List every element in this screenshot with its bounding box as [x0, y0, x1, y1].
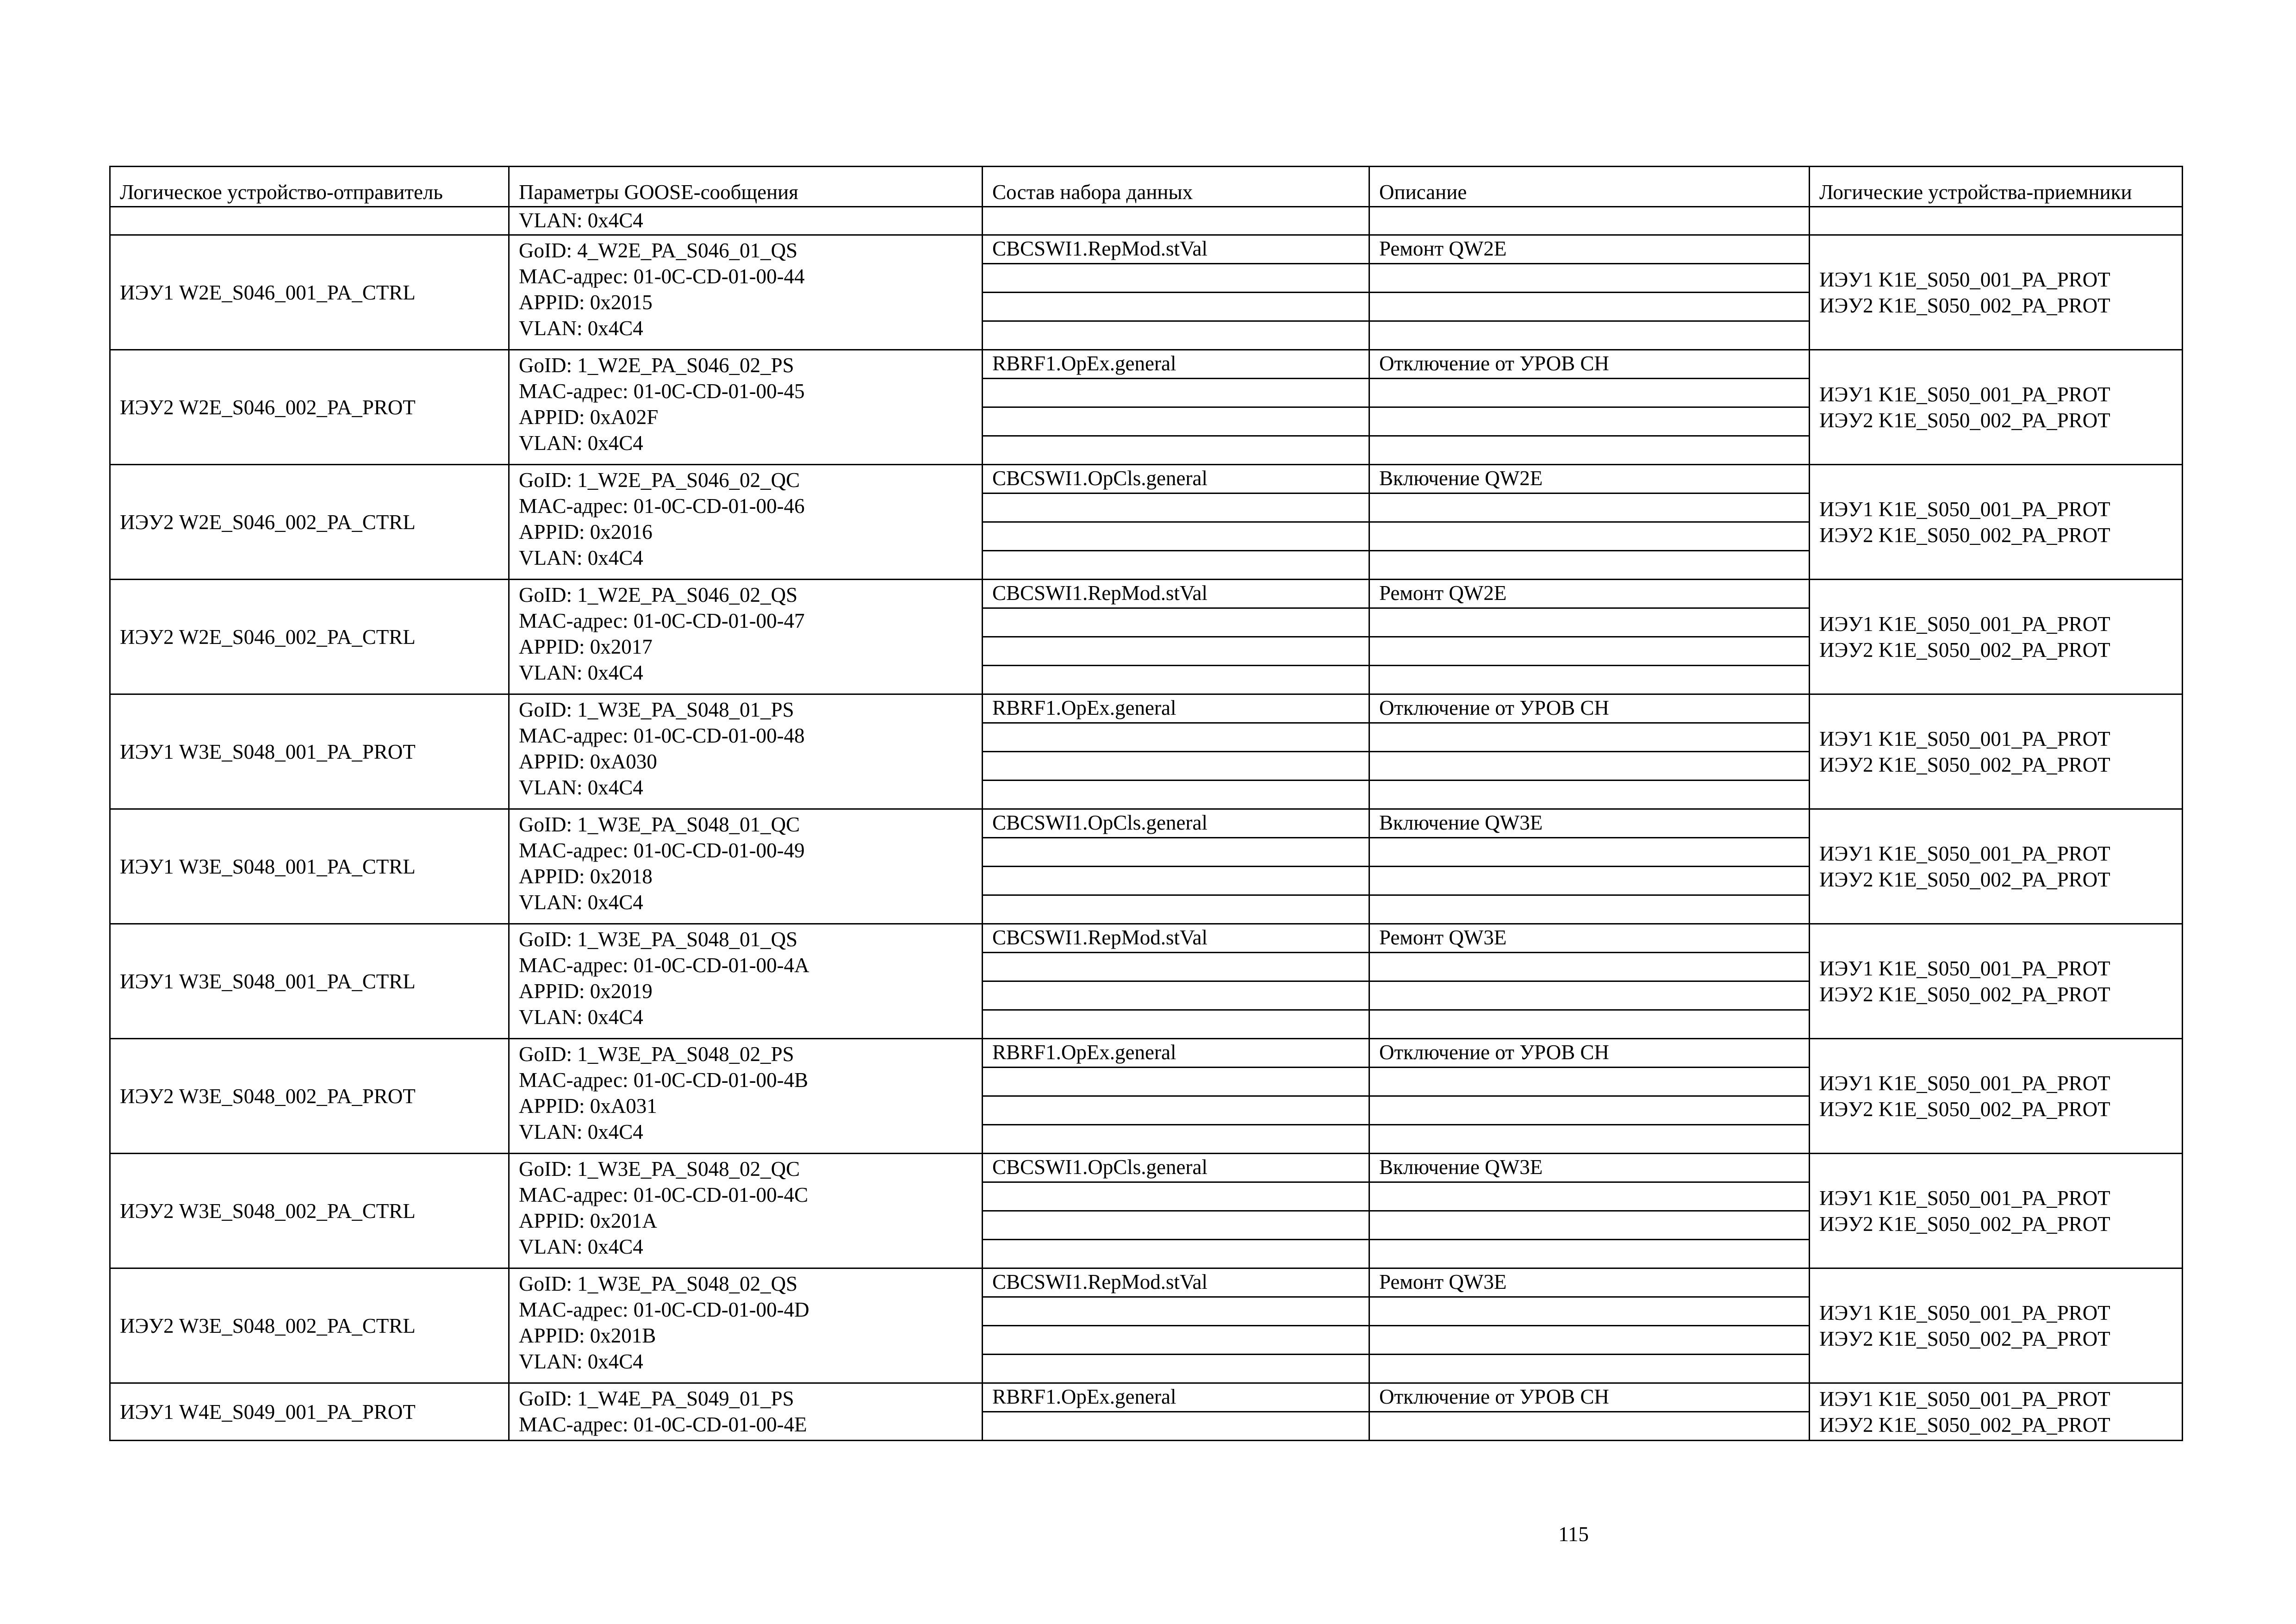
continuation-description: [1369, 207, 1810, 235]
dataset-cell: [983, 1125, 1369, 1154]
receiver-line: ИЭУ1 K1E_S050_001_PA_PROT: [1819, 497, 2110, 521]
sender-cell: ИЭУ2 W2E_S046_002_PA_CTRL: [110, 580, 509, 694]
param-line: MAC-адрес: 01-0C-CD-01-00-4B: [519, 1068, 809, 1092]
param-line: MAC-адрес: 01-0C-CD-01-00-47: [519, 609, 805, 632]
dataset-cell: CBCSWI1.OpCls.general: [983, 465, 1369, 493]
table-row: [110, 1383, 2183, 1412]
receiver-line: ИЭУ1 K1E_S050_001_PA_PROT: [1819, 612, 2110, 636]
description-cell: [1369, 1355, 1810, 1383]
description-cell: Ремонт QW3E: [1369, 924, 1810, 953]
dataset-cell: [983, 895, 1369, 924]
continuation-row: [110, 207, 2183, 235]
param-line: GoID: 1_W2E_PA_S046_02_PS: [519, 354, 794, 377]
params-cell: [509, 350, 983, 465]
dataset-cell: [983, 551, 1369, 580]
receiver-line: ИЭУ1 K1E_S050_001_PA_PROT: [1819, 1301, 2110, 1324]
table-header-row: [110, 167, 2183, 207]
goose-table: [109, 166, 2183, 1441]
dataset-cell: CBCSWI1.OpCls.general: [983, 809, 1369, 838]
params-cell: [509, 1154, 983, 1268]
param-line: GoID: 1_W3E_PA_S048_01_QS: [519, 928, 798, 951]
sender-cell: ИЭУ2 W3E_S048_002_PA_CTRL: [110, 1268, 509, 1383]
dataset-cell: [983, 752, 1369, 781]
receiver-line: ИЭУ2 K1E_S050_002_PA_PROT: [1819, 408, 2110, 432]
receiver-line: ИЭУ1 K1E_S050_001_PA_PROT: [1819, 382, 2110, 406]
param-line: VLAN: 0x4C4: [519, 1120, 643, 1143]
dataset-cell: [983, 637, 1369, 666]
sender-cell: ИЭУ2 W2E_S046_002_PA_PROT: [110, 350, 509, 465]
dataset-cell: [983, 723, 1369, 752]
header-description: Описание: [1369, 167, 1810, 207]
description-cell: Отключение от УРОВ СН: [1369, 694, 1810, 723]
table-body: [110, 207, 2183, 1441]
description-cell: [1369, 1182, 1810, 1211]
param-line: VLAN: 0x4C4: [519, 891, 643, 914]
table-row: [110, 1154, 2183, 1182]
description-cell: [1369, 1096, 1810, 1125]
description-cell: Включение QW3E: [1369, 1154, 1810, 1182]
description-cell: [1369, 264, 1810, 293]
param-line: APPID: 0xA031: [519, 1094, 657, 1118]
dataset-cell: [983, 1182, 1369, 1211]
param-line: APPID: 0xA02F: [519, 406, 659, 429]
param-line: GoID: 4_W2E_PA_S046_01_QS: [519, 239, 798, 262]
param-line: VLAN: 0x4C4: [519, 431, 643, 455]
param-line: MAC-адрес: 01-0C-CD-01-00-4D: [519, 1298, 809, 1321]
param-line: VLAN: 0x4C4: [519, 776, 643, 799]
description-cell: [1369, 637, 1810, 666]
description-cell: Отключение от УРОВ СН: [1369, 1039, 1810, 1068]
description-cell: [1369, 895, 1810, 924]
params-cell: [509, 1383, 983, 1441]
description-cell: [1369, 379, 1810, 407]
sender-cell: ИЭУ1 W2E_S046_001_PA_CTRL: [110, 235, 509, 350]
description-cell: [1369, 436, 1810, 465]
params-cell: [509, 694, 983, 809]
dataset-cell: [983, 1326, 1369, 1355]
description-cell: [1369, 522, 1810, 551]
table-row: [110, 580, 2183, 608]
description-cell: [1369, 1412, 1810, 1441]
continuation-receivers: [1810, 207, 2183, 235]
receiver-line: ИЭУ1 K1E_S050_001_PA_PROT: [1819, 1071, 2110, 1095]
receivers-cell: [1810, 809, 2183, 924]
dataset-cell: [983, 407, 1369, 436]
description-cell: [1369, 321, 1810, 350]
receiver-line: ИЭУ2 K1E_S050_002_PA_PROT: [1819, 1413, 2110, 1437]
description-cell: [1369, 981, 1810, 1010]
description-cell: [1369, 493, 1810, 522]
sender-cell: ИЭУ1 W3E_S048_001_PA_CTRL: [110, 809, 509, 924]
description-cell: [1369, 781, 1810, 809]
description-cell: [1369, 551, 1810, 580]
dataset-cell: [983, 953, 1369, 981]
table-row: [110, 465, 2183, 493]
param-line: MAC-адрес: 01-0C-CD-01-00-49: [519, 839, 805, 862]
dataset-cell: [983, 522, 1369, 551]
param-line: APPID: 0x2015: [519, 291, 653, 314]
param-line: GoID: 1_W3E_PA_S048_01_QC: [519, 813, 800, 836]
dataset-cell: [983, 1211, 1369, 1240]
param-line: GoID: 1_W3E_PA_S048_02_QC: [519, 1157, 800, 1181]
param-line: VLAN: 0x4C4: [519, 1235, 643, 1258]
description-cell: Ремонт QW2E: [1369, 580, 1810, 608]
description-cell: [1369, 293, 1810, 321]
dataset-cell: [983, 666, 1369, 694]
param-line: GoID: 1_W3E_PA_S048_01_PS: [519, 698, 794, 721]
description-cell: [1369, 723, 1810, 752]
receivers-cell: [1810, 350, 2183, 465]
param-line: APPID: 0x201A: [519, 1209, 657, 1232]
param-line: APPID: 0x201B: [519, 1324, 656, 1347]
receivers-cell: [1810, 580, 2183, 694]
param-line: MAC-адрес: 01-0C-CD-01-00-4E: [519, 1413, 807, 1436]
table-row: [110, 694, 2183, 723]
dataset-cell: [983, 1096, 1369, 1125]
description-cell: Включение QW3E: [1369, 809, 1810, 838]
param-line: APPID: 0xA030: [519, 750, 657, 773]
receiver-line: ИЭУ2 K1E_S050_002_PA_PROT: [1819, 523, 2110, 547]
receivers-cell: [1810, 1154, 2183, 1268]
receiver-line: ИЭУ1 K1E_S050_001_PA_PROT: [1819, 1186, 2110, 1210]
param-line: MAC-адрес: 01-0C-CD-01-00-4A: [519, 954, 809, 977]
param-line: APPID: 0x2016: [519, 520, 653, 543]
dataset-cell: RBRF1.OpEx.general: [983, 1383, 1369, 1412]
description-cell: Отключение от УРОВ СН: [1369, 1383, 1810, 1412]
description-cell: [1369, 1297, 1810, 1326]
description-cell: [1369, 867, 1810, 895]
param-line: APPID: 0x2017: [519, 635, 653, 658]
param-line: GoID: 1_W3E_PA_S048_02_QS: [519, 1272, 798, 1295]
description-cell: Включение QW2E: [1369, 465, 1810, 493]
table-row: [110, 1268, 2183, 1297]
dataset-cell: RBRF1.OpEx.general: [983, 694, 1369, 723]
table-row: [110, 1039, 2183, 1068]
page-number: 115: [1558, 1523, 1589, 1546]
header-sender: Логическое устройство-отправитель: [110, 167, 509, 207]
dataset-cell: [983, 608, 1369, 637]
dataset-cell: [983, 1297, 1369, 1326]
table-row: [110, 350, 2183, 379]
dataset-cell: [983, 321, 1369, 350]
dataset-cell: [983, 838, 1369, 867]
dataset-cell: [983, 981, 1369, 1010]
header-receivers: Логические устройства-приемники: [1810, 167, 2183, 207]
dataset-cell: CBCSWI1.RepMod.stVal: [983, 235, 1369, 264]
param-line: GoID: 1_W3E_PA_S048_02_PS: [519, 1043, 794, 1066]
table-row: [110, 809, 2183, 838]
receiver-line: ИЭУ1 K1E_S050_001_PA_PROT: [1819, 727, 2110, 750]
params-cell: [509, 1268, 983, 1383]
sender-cell: ИЭУ2 W3E_S048_002_PA_CTRL: [110, 1154, 509, 1268]
dataset-cell: [983, 781, 1369, 809]
dataset-cell: [983, 867, 1369, 895]
params-cell: [509, 809, 983, 924]
continuation-dataset: [983, 207, 1369, 235]
dataset-cell: [983, 436, 1369, 465]
dataset-cell: RBRF1.OpEx.general: [983, 1039, 1369, 1068]
description-cell: Отключение от УРОВ СН: [1369, 350, 1810, 379]
dataset-cell: [983, 1010, 1369, 1039]
receiver-line: ИЭУ2 K1E_S050_002_PA_PROT: [1819, 982, 2110, 1006]
sender-cell: ИЭУ1 W3E_S048_001_PA_CTRL: [110, 924, 509, 1039]
dataset-cell: CBCSWI1.OpCls.general: [983, 1154, 1369, 1182]
receiver-line: ИЭУ1 K1E_S050_001_PA_PROT: [1819, 1387, 2110, 1411]
param-line: MAC-адрес: 01-0C-CD-01-00-44: [519, 265, 805, 288]
param-line: VLAN: 0x4C4: [519, 546, 643, 569]
param-line: APPID: 0x2019: [519, 980, 653, 1003]
sender-cell: ИЭУ2 W2E_S046_002_PA_CTRL: [110, 465, 509, 580]
params-cell: [509, 580, 983, 694]
description-cell: [1369, 953, 1810, 981]
param-line: GoID: 1_W2E_PA_S046_02_QC: [519, 468, 800, 492]
receiver-line: ИЭУ2 K1E_S050_002_PA_PROT: [1819, 1097, 2110, 1121]
sender-cell: ИЭУ2 W3E_S048_002_PA_PROT: [110, 1039, 509, 1154]
continuation-params: VLAN: 0x4C4: [509, 207, 983, 235]
receiver-line: ИЭУ2 K1E_S050_002_PA_PROT: [1819, 638, 2110, 662]
dataset-cell: RBRF1.OpEx.general: [983, 350, 1369, 379]
description-cell: [1369, 752, 1810, 781]
continuation-sender: [110, 207, 509, 235]
param-line: MAC-адрес: 01-0C-CD-01-00-46: [519, 494, 805, 518]
receiver-line: ИЭУ2 K1E_S050_002_PA_PROT: [1819, 753, 2110, 776]
dataset-cell: [983, 1412, 1369, 1441]
description-cell: [1369, 608, 1810, 637]
dataset-cell: [983, 1355, 1369, 1383]
receiver-line: ИЭУ2 K1E_S050_002_PA_PROT: [1819, 294, 2110, 317]
receivers-cell: [1810, 1039, 2183, 1154]
description-cell: [1369, 1125, 1810, 1154]
param-line: GoID: 1_W2E_PA_S046_02_QS: [519, 583, 798, 606]
table-row: [110, 924, 2183, 953]
receiver-line: ИЭУ2 K1E_S050_002_PA_PROT: [1819, 1212, 2110, 1236]
param-line: VLAN: 0x4C4: [519, 661, 643, 684]
description-cell: [1369, 1068, 1810, 1096]
description-cell: [1369, 838, 1810, 867]
dataset-cell: [983, 379, 1369, 407]
receiver-line: ИЭУ2 K1E_S050_002_PA_PROT: [1819, 868, 2110, 891]
receiver-line: ИЭУ2 K1E_S050_002_PA_PROT: [1819, 1327, 2110, 1350]
param-line: VLAN: 0x4C4: [519, 317, 643, 340]
description-cell: Ремонт QW2E: [1369, 235, 1810, 264]
param-line: APPID: 0x2018: [519, 865, 653, 888]
receivers-cell: [1810, 1383, 2183, 1441]
description-cell: [1369, 407, 1810, 436]
dataset-cell: [983, 1240, 1369, 1268]
receiver-line: ИЭУ1 K1E_S050_001_PA_PROT: [1819, 268, 2110, 291]
receiver-line: ИЭУ1 K1E_S050_001_PA_PROT: [1819, 956, 2110, 980]
params-cell: [509, 924, 983, 1039]
dataset-cell: CBCSWI1.RepMod.stVal: [983, 924, 1369, 953]
dataset-cell: [983, 493, 1369, 522]
param-line: VLAN: 0x4C4: [519, 1350, 643, 1373]
header-params: Параметры GOOSE-сообщения: [509, 167, 983, 207]
receivers-cell: [1810, 235, 2183, 350]
description-cell: Ремонт QW3E: [1369, 1268, 1810, 1297]
param-line: MAC-адрес: 01-0C-CD-01-00-48: [519, 724, 805, 747]
receiver-line: ИЭУ1 K1E_S050_001_PA_PROT: [1819, 842, 2110, 865]
dataset-cell: [983, 1068, 1369, 1096]
description-cell: [1369, 666, 1810, 694]
description-cell: [1369, 1240, 1810, 1268]
params-cell: [509, 465, 983, 580]
description-cell: [1369, 1211, 1810, 1240]
header-dataset: Состав набора данных: [983, 167, 1369, 207]
dataset-cell: [983, 264, 1369, 293]
description-cell: [1369, 1326, 1810, 1355]
receivers-cell: [1810, 465, 2183, 580]
sender-cell: ИЭУ1 W4E_S049_001_PA_PROT: [110, 1383, 509, 1441]
param-line: VLAN: 0x4C4: [519, 1006, 643, 1029]
receivers-cell: [1810, 694, 2183, 809]
receivers-cell: [1810, 1268, 2183, 1383]
dataset-cell: CBCSWI1.RepMod.stVal: [983, 1268, 1369, 1297]
dataset-cell: CBCSWI1.RepMod.stVal: [983, 580, 1369, 608]
table-row: [110, 235, 2183, 264]
params-cell: [509, 235, 983, 350]
param-line: GoID: 1_W4E_PA_S049_01_PS: [519, 1387, 794, 1410]
sender-cell: ИЭУ1 W3E_S048_001_PA_PROT: [110, 694, 509, 809]
description-cell: [1369, 1010, 1810, 1039]
params-cell: [509, 1039, 983, 1154]
param-line: MAC-адрес: 01-0C-CD-01-00-4C: [519, 1183, 809, 1206]
param-line: MAC-адрес: 01-0C-CD-01-00-45: [519, 380, 805, 403]
dataset-cell: [983, 293, 1369, 321]
receivers-cell: [1810, 924, 2183, 1039]
